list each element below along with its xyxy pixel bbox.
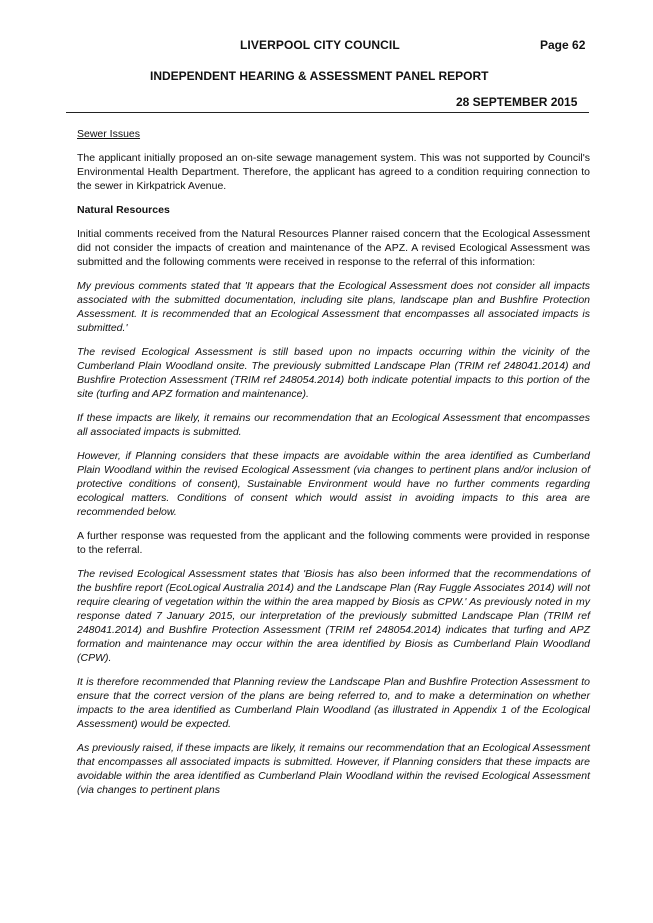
quote-paragraph-3: If these impacts are likely, it remains our recommendation that an Ecological Assessment that encompasses all associated impacts is submitted.: [77, 412, 590, 438]
quote-paragraph-6: It is therefore recommended that Planning review the Landscape Plan and Bushfire Protection Assessment to ensure that the correct version of the plans are being referred to, and to make a determination on whether impacts to the area identified as Cumberland Plain Woodland (as illustrated in Appendix 1 of the Ecological Assessment) would be expected.: [77, 676, 590, 730]
page-number: Page 62: [540, 38, 586, 52]
sewer-paragraph: The applicant initially proposed an on-site sewage management system. This was not supported by Council's Environmental Health Department. Therefore, the applicant has agreed to a condition requiring connection to the sewer in Kirkpatrick Avenue.: [77, 152, 590, 192]
quote-paragraph-1: My previous comments stated that 'It appears that the Ecological Assessment does not consider all impacts associated with the submitted documentation, including site plans, landscape plan and Bushfire Protection Assessment. It is recommended that an Ecological Assessment that encompasses all associated impacts is submitted.': [77, 280, 590, 334]
quote-paragraph-7: As previously raised, if these impacts are likely, it remains our recommendation that an Ecological Assessment that encompasses all associated impacts is submitted. However, if Planning considers that these impacts are avoidable within the area identified as Cumberland Plain Woodland within the revised Ecological Assessment (via changes to pertinent plans: [77, 742, 590, 796]
report-title: INDEPENDENT HEARING & ASSESSMENT PANEL REPORT: [150, 69, 489, 83]
quote-paragraph-2: The revised Ecological Assessment is still based upon no impacts occurring within the vicinity of the Cumberland Plain Woodland onsite. The previously submitted Landscape Plan (TRIM ref 248041.2014) and Bushfire Protection Assessment (TRIM ref 248054.2014) both indicate potential impacts to this portion of the site (turfing and APZ formation and maintenance).: [77, 346, 590, 400]
sewer-heading: Sewer Issues: [77, 128, 141, 140]
document-body: [77, 127, 590, 807]
header-divider: [66, 112, 589, 113]
further-response-paragraph: A further response was requested from the applicant and the following comments were provided in response to the referral.: [77, 530, 590, 556]
natural-resources-heading: Natural Resources: [77, 204, 170, 216]
quote-paragraph-4: However, if Planning considers that these impacts are avoidable within the area identified as Cumberland Plain Woodland within the revised Ecological Assessment (via changes to pertinent plans and/or inclusion of protective conditions of consent), Sustainable Environment would have no further comments regarding ecological matters. Conditions of consent which would assist in avoiding impacts to this area are recommended below.: [77, 450, 590, 518]
report-date: 28 SEPTEMBER 2015: [456, 95, 578, 109]
natural-intro-paragraph: Initial comments received from the Natural Resources Planner raised concern that the Ecological Assessment did not consider the impacts of creation and maintenance of the APZ. A revised Ecological Assessment was submitted and the following comments were received in response to the referral of this information:: [77, 228, 590, 268]
quote-paragraph-5: The revised Ecological Assessment states that 'Biosis has also been informed that the recommendations of the bushfire report (EcoLogical Australia 2014) and the Landscape Plan (Ray Fuggle Associates 2014) will not require clearing of vegetation within the within the area mapped by Biosis as CPW.' As previously noted in my response dated 7 January 2015, our interpretation of the previously submitted Landscape Plan (TRIM ref 248041.2014) and Bushfire Protection Assessment (TRIM ref 248054.2014) indicates that turfing and APZ formation and maintenance may occur within the area identified by Biosis as Cumberland Plain Woodland (CPW).: [77, 568, 590, 664]
council-name: LIVERPOOL CITY COUNCIL: [240, 38, 400, 52]
